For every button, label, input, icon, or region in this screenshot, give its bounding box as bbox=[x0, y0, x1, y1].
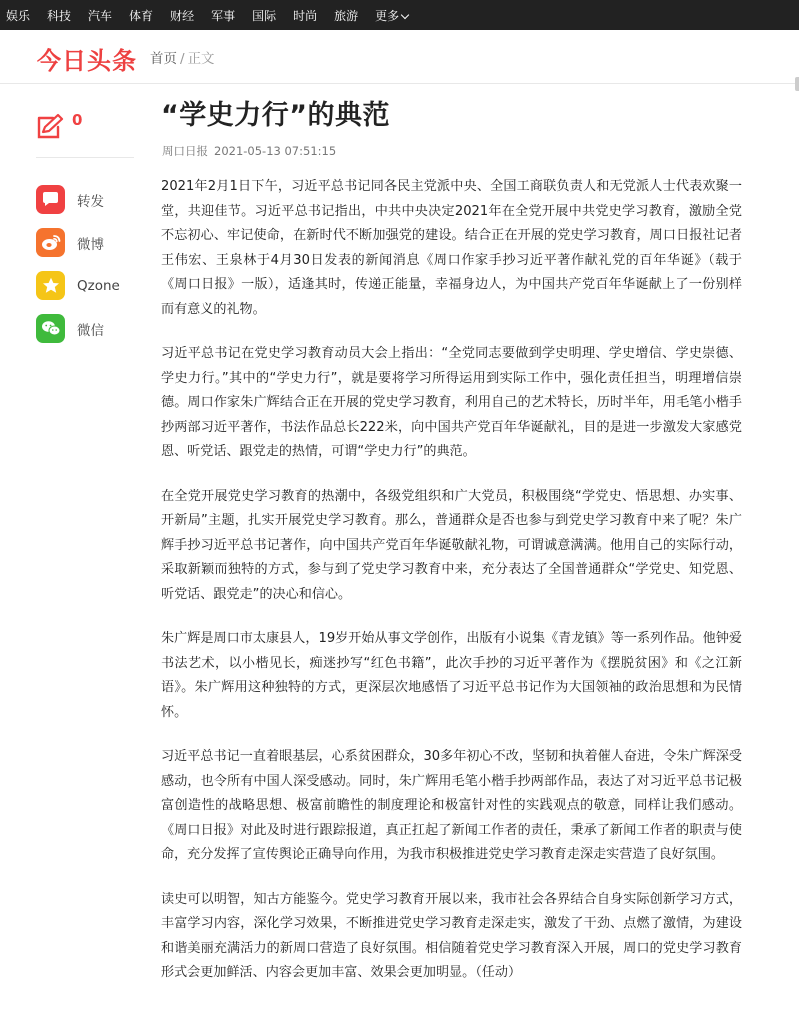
nav-item-international[interactable]: 国际 bbox=[252, 8, 277, 23]
article-body bbox=[161, 175, 742, 1006]
share-qzone-label: Qzone bbox=[77, 277, 120, 294]
breadcrumb-current: 正文 bbox=[187, 51, 215, 67]
article-title: “学史力行”的典范 bbox=[161, 100, 390, 131]
nav-item-entertainment[interactable]: 娱乐 bbox=[6, 8, 31, 23]
breadcrumb-home[interactable]: 首页 bbox=[150, 51, 177, 67]
repost-icon bbox=[36, 185, 65, 214]
qzone-icon bbox=[36, 271, 65, 300]
article-paragraph: 朱广辉是周口市太康县人，19岁开始从事文学创作，出版有小说集《青龙镇》等一系列作品。他钟爱书法艺术，以小楷见长，痴迷抄写“红色书籍”，此次手抄的习近平著作为《摆脱贫困》和《之江新语》。朱广辉用这种独特的方式，更深层次地感悟了习近平总书记作为大国领袖的政治思想和为民情怀。 bbox=[161, 631, 742, 720]
share-qzone-button[interactable] bbox=[36, 270, 134, 301]
share-repost-label: 转发 bbox=[77, 193, 104, 210]
article-time: 2021-05-13 07:51:15 bbox=[214, 144, 337, 158]
article-paragraph: 2021年2月1日下午，习近平总书记同各民主党派中央、全国工商联负责人和无党派人士代表欢聚一堂，共迎佳节。习近平总书记指出，中共中央决定2021年在全党开展中共党史学习教育，激励全党不忘初心、牢记使命，在新时代不断加强党的建设。结合正在开展的党史学习教育，周口日报社记者王伟宏、王泉林于4月30日发表的新闻消息《周口作家手抄习近平著作献礼党的百年华诞》（载于《周口日报》一版），适逢其时，传递正能量，幸福身边人，为中国共产党百年华诞献上了一份别样而有意义的礼物。 bbox=[161, 179, 742, 317]
share-repost-button[interactable] bbox=[36, 184, 134, 215]
top-nav bbox=[0, 0, 799, 30]
nav-item-military[interactable]: 军事 bbox=[211, 8, 236, 23]
site-logo[interactable]: 今日头条 bbox=[37, 47, 137, 75]
comment-count: 0 bbox=[72, 111, 83, 129]
nav-item-fashion[interactable]: 时尚 bbox=[293, 8, 318, 23]
side-edge-tab[interactable] bbox=[795, 77, 799, 91]
share-wechat-button[interactable] bbox=[36, 313, 134, 344]
article-paragraph: 习近平总书记一直着眼基层，心系贫困群众，30多年初心不改，坚韧和执着催人奋进，令朱广辉深受感动，也令所有中国人深受感动。同时，朱广辉用毛笔小楷手抄两部作品，表达了对习近平总书记极富创造性的战略思想、极富前瞻性的制度理论和极富针对性的实践观点的敬意，同样让我们感动。《周口日报》对此及时进行跟踪报道，真正扛起了新闻工作者的责任，秉承了新闻工作者的职责与使命，充分发挥了宣传舆论正确导向作用，为我市积极推进党史学习教育走深走实营造了良好氛围。 bbox=[161, 749, 742, 862]
breadcrumb-separator: / bbox=[180, 51, 185, 67]
site-header bbox=[0, 30, 799, 84]
comment-icon bbox=[36, 113, 66, 143]
article-source[interactable]: 周口日报 bbox=[162, 144, 208, 158]
breadcrumb bbox=[150, 47, 215, 67]
nav-item-tech[interactable]: 科技 bbox=[47, 8, 72, 23]
share-wechat-label: 微信 bbox=[77, 322, 104, 339]
comment-button[interactable] bbox=[36, 113, 134, 158]
nav-item-auto[interactable]: 汽车 bbox=[88, 8, 113, 23]
chevron-down-icon bbox=[401, 10, 409, 18]
nav-item-travel[interactable]: 旅游 bbox=[334, 8, 359, 23]
nav-item-finance[interactable]: 财经 bbox=[170, 8, 195, 23]
article-paragraph: 习近平总书记在党史学习教育动员大会上指出：“全党同志要做到学史明理、学史增信、学史崇德、学史力行。”其中的“学史力行”，就是要将学习所得运用到实际工作中，强化责任担当，明理增信崇德。周口作家朱广辉结合正在开展的党史学习教育，利用自己的艺术特长，历时半年，用毛笔小楷手抄两部习近平著作，书法作品总长222米，向中国共产党百年华诞献礼，目的是进一步激发大家感党恩、听党话、跟党走的热情，可谓“学史力行”的典范。 bbox=[161, 346, 742, 459]
nav-item-sports[interactable]: 体育 bbox=[129, 8, 154, 23]
article-paragraph: 读史可以明智，知古方能鉴今。党史学习教育开展以来，我市社会各界结合自身实际创新学习方式，丰富学习内容，深化学习效果，不断推进党史学习教育走深走实，激发了干劲、点燃了激情，为建设和谐美丽充满活力的新周口营造了良好氛围。相信随着党史学习教育深入开展，周口的党史学习教育形式会更加鲜活、内容会更加丰富、效果会更加明显。（任动） bbox=[161, 891, 742, 980]
wechat-icon bbox=[36, 314, 65, 343]
article-paragraph: 在全党开展党史学习教育的热潮中，各级党组织和广大党员，积极围绕“学党史、悟思想、办实事、开新局”主题，扎实开展党史学习教育。那么，普通群众是否也参与到党史学习教育中来了呢？朱广辉手抄习近平总书记著作，向中国共产党百年华诞敬献礼物，可谓诚意满满。他用自己的实际行动，采取新颖而独特的方式，参与到了党史学习教育中来，充分表达了全国普通群众“学党史、知党恩、听党话、跟党走”的决心和信心。 bbox=[161, 488, 742, 602]
nav-item-more[interactable] bbox=[375, 7, 408, 24]
article-meta bbox=[162, 143, 336, 159]
share-weibo-label: 微博 bbox=[77, 236, 104, 253]
share-weibo-button[interactable] bbox=[36, 227, 134, 258]
nav-more-label: 更多 bbox=[375, 8, 400, 23]
top-nav-list bbox=[0, 0, 799, 30]
share-rail bbox=[36, 113, 134, 344]
weibo-icon bbox=[36, 228, 65, 257]
